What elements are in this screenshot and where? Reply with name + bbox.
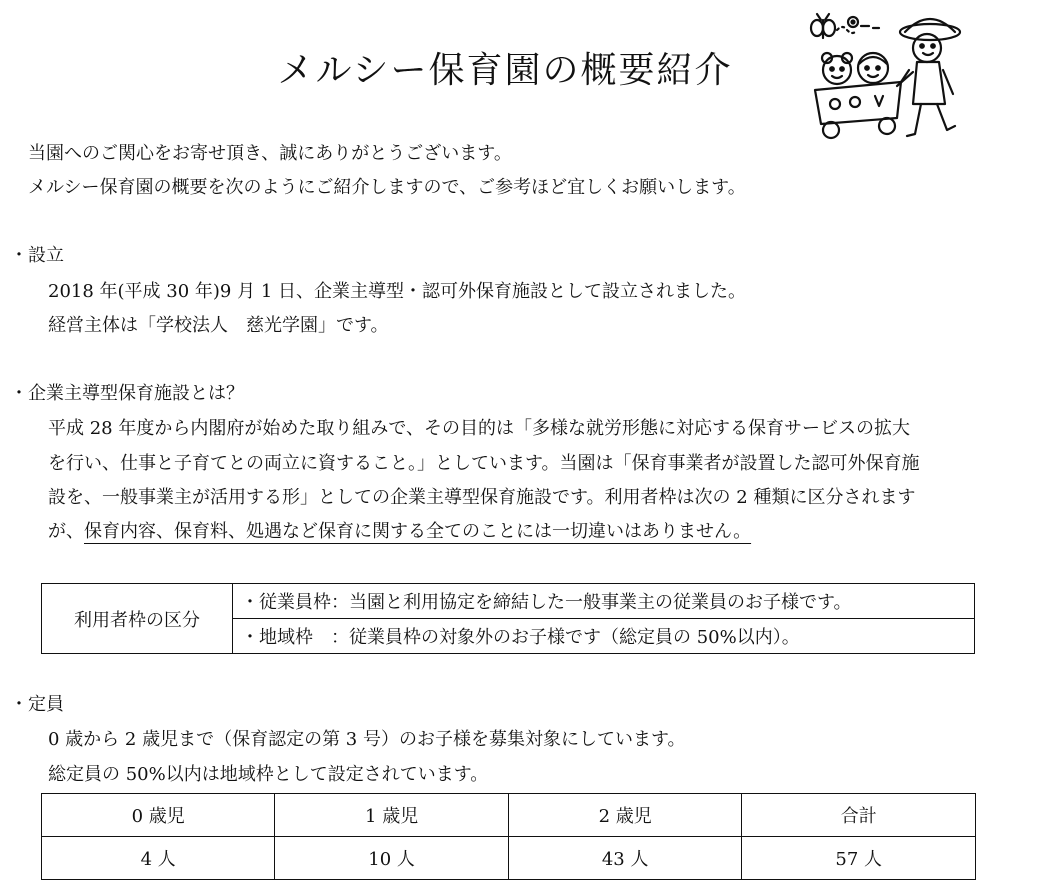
capacity-header-age2: 2 歳児 (508, 794, 742, 837)
capacity-value-total: 57 人 (742, 837, 976, 880)
intro-line-1: 当園へのご関心をお寄せ頂き、誠にありがとうございます。 (28, 143, 512, 164)
about-line-3: 設を、一般事業主が活用する形」としての企業主導型保育施設です。利用者枠は次の 2 種類に区分されます (48, 487, 916, 508)
nursery-stroller-illustration-icon (805, 12, 975, 142)
establish-line-1: 2018 年(平成 30 年)9 月 1 日、企業主導型・認可外保育施設として設立されました。 (48, 281, 746, 302)
capacity-value-row (42, 837, 976, 880)
establish-line-2: 経営主体は「学校法人 慈光学園」です。 (48, 315, 389, 336)
about-underlined-note: 保育内容、保育料、処遇など保育に関する全てのことには一切違いはありません。 (84, 521, 752, 542)
capacity-table (41, 793, 976, 880)
capacity-line-1: 0 歳から 2 歳児まで（保育認定の第 3 号）のお子様を募集対象にしています。 (48, 729, 686, 750)
section-heading-about: ・企業主導型保育施設とは？ (10, 383, 244, 404)
user-category-community: ・地域枠 ：従業員枠の対象外のお子様です（総定員の 50%以内）。 (233, 619, 975, 654)
capacity-header-row (42, 794, 976, 837)
capacity-header-age1: 1 歳児 (275, 794, 509, 837)
capacity-header-total: 合計 (742, 794, 976, 837)
about-line-2: を行い、仕事と子育てとの両立に資すること。」としています。当園は「保育事業者が設置した認可外保育施 (48, 453, 920, 474)
user-category-table (41, 583, 975, 654)
user-category-label: 利用者枠の区分 (42, 584, 233, 654)
intro-line-2: メルシー保育園の概要を次のようにご紹介しますので、ご参考ほど宜しくお願いします。 (28, 177, 746, 198)
capacity-value-age0: 4 人 (42, 837, 275, 880)
user-category-employee: ・従業員枠：当園と利用協定を締結した一般事業主の従業員のお子様です。 (233, 584, 975, 619)
capacity-value-age1: 10 人 (275, 837, 509, 880)
about-line-1: 平成 28 年度から内閣府が始めた取り組みで、その目的は「多様な就労形態に対応する保育サービスの拡大 (48, 418, 910, 439)
capacity-header-age0: 0 歳児 (42, 794, 275, 837)
section-heading-capacity: ・定員 (10, 694, 64, 715)
page-title: メルシー保育園の概要紹介 (277, 50, 733, 91)
about-line-4 (48, 520, 751, 544)
about-line-4-prefix: が、 (48, 521, 84, 542)
capacity-line-2: 総定員の 50%以内は地域枠として設定されています。 (48, 764, 489, 785)
section-heading-establish: ・設立 (10, 245, 64, 266)
capacity-value-age2: 43 人 (508, 837, 742, 880)
